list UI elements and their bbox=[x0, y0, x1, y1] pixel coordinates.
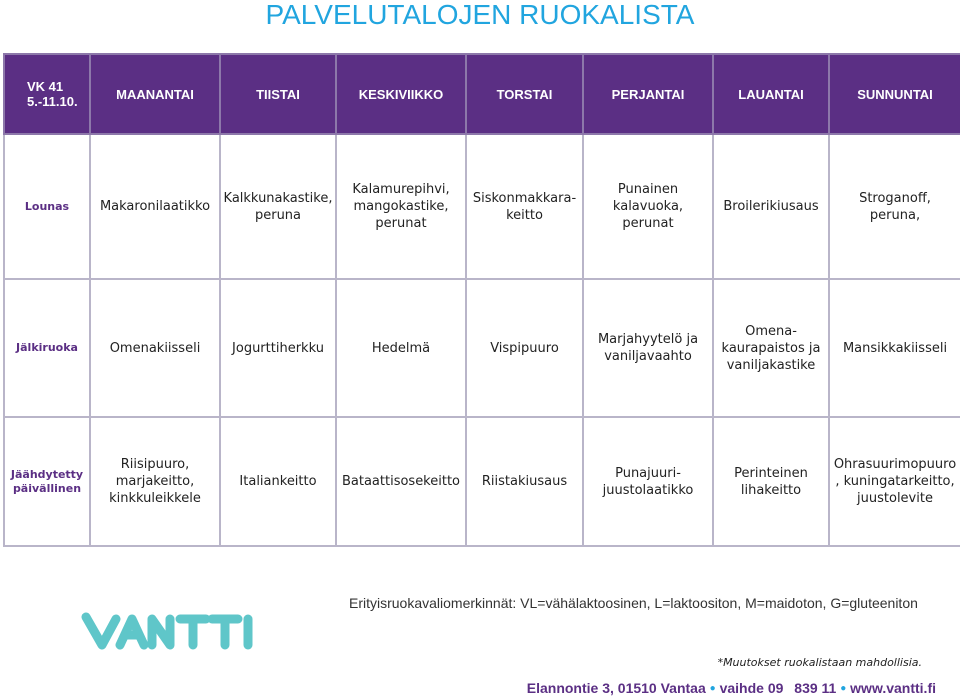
menu-cell: Siskonmakkara- keitto bbox=[466, 134, 583, 279]
menu-cell: Makaronilaatikko bbox=[90, 134, 220, 279]
row-label: Jälkiruoka bbox=[4, 279, 90, 417]
day-header: SUNNUNTAI bbox=[829, 54, 960, 134]
menu-table bbox=[3, 53, 960, 547]
day-header: TORSTAI bbox=[466, 54, 583, 134]
changes-note: *Muutokset ruokalistaan mahdollisia. bbox=[717, 656, 922, 669]
menu-cell: Riistakiusaus bbox=[466, 417, 583, 546]
logo-letter-a bbox=[120, 619, 144, 645]
footer-website[interactable]: www.vantti.fi bbox=[850, 680, 936, 696]
header-row bbox=[4, 54, 960, 134]
logo-letter-t2 bbox=[212, 619, 238, 645]
day-header: MAANANTAI bbox=[90, 54, 220, 134]
week-number: VK 41 bbox=[27, 79, 64, 94]
menu-cell: Kalkkunakastike, peruna bbox=[220, 134, 336, 279]
menu-cell: Bataattisosekeitto bbox=[336, 417, 466, 546]
menu-cell: Punainen kalavuoka, perunat bbox=[583, 134, 713, 279]
menu-cell: Riisipuuro, marjakeitto, kinkkuleikkele bbox=[90, 417, 220, 546]
menu-cell: Mansikkakiisseli bbox=[829, 279, 960, 417]
menu-cell: Punajuuri- juustolaatikko bbox=[583, 417, 713, 546]
day-header: KESKIVIIKKO bbox=[336, 54, 466, 134]
menu-cell: Stroganoff, peruna, bbox=[829, 134, 960, 279]
row-label: Jäähdytetty päivällinen bbox=[4, 417, 90, 546]
vantti-logo bbox=[80, 605, 256, 655]
menu-cell: Omena- kaurapaistos ja vaniljakastike bbox=[713, 279, 829, 417]
menu-cell: Italiankeitto bbox=[220, 417, 336, 546]
footer-contact bbox=[527, 680, 936, 696]
logo-letter-v bbox=[86, 617, 116, 645]
day-header: PERJANTAI bbox=[583, 54, 713, 134]
page-title: PALVELUTALOJEN RUOKALISTA bbox=[265, 0, 695, 30]
menu-cell: Hedelmä bbox=[336, 279, 466, 417]
menu-cell: Ohrasuurimopuuro , kuningatarkeitto, juustolevite bbox=[829, 417, 960, 546]
diet-codes-info: Erityisruokavaliomerkinnät: VL=vähälaktoosinen, L=laktoositon, M=maidoton, G=gluteeniton bbox=[349, 595, 918, 611]
footer-separator: ● bbox=[709, 683, 716, 694]
menu-cell: Broilerikiusaus bbox=[713, 134, 829, 279]
meal-row-cold-dinner bbox=[4, 417, 960, 546]
footer-phone: vaihde 09 839 11 bbox=[719, 680, 837, 696]
menu-cell: Marjahyytelö ja vaniljavaahto bbox=[583, 279, 713, 417]
footer-address: Elannontie 3, 01510 Vantaa bbox=[526, 680, 706, 696]
menu-cell: Vispipuuro bbox=[466, 279, 583, 417]
week-cell bbox=[4, 54, 90, 134]
footer-separator: ● bbox=[840, 683, 847, 694]
day-header: LAUANTAI bbox=[713, 54, 829, 134]
week-dates: 5.-11.10. bbox=[27, 94, 78, 109]
menu-cell: Jogurttiherkku bbox=[220, 279, 336, 417]
meal-row-dessert bbox=[4, 279, 960, 417]
meal-row-lunch bbox=[4, 134, 960, 279]
logo-letter-n bbox=[152, 619, 170, 645]
menu-cell: Kalamurepihvi, mangokastike, perunat bbox=[336, 134, 466, 279]
menu-cell: Omenakiisseli bbox=[90, 279, 220, 417]
menu-cell: Perinteinen lihakeitto bbox=[713, 417, 829, 546]
row-label: Lounas bbox=[4, 134, 90, 279]
logo-letter-t bbox=[180, 619, 206, 645]
day-header: TIISTAI bbox=[220, 54, 336, 134]
